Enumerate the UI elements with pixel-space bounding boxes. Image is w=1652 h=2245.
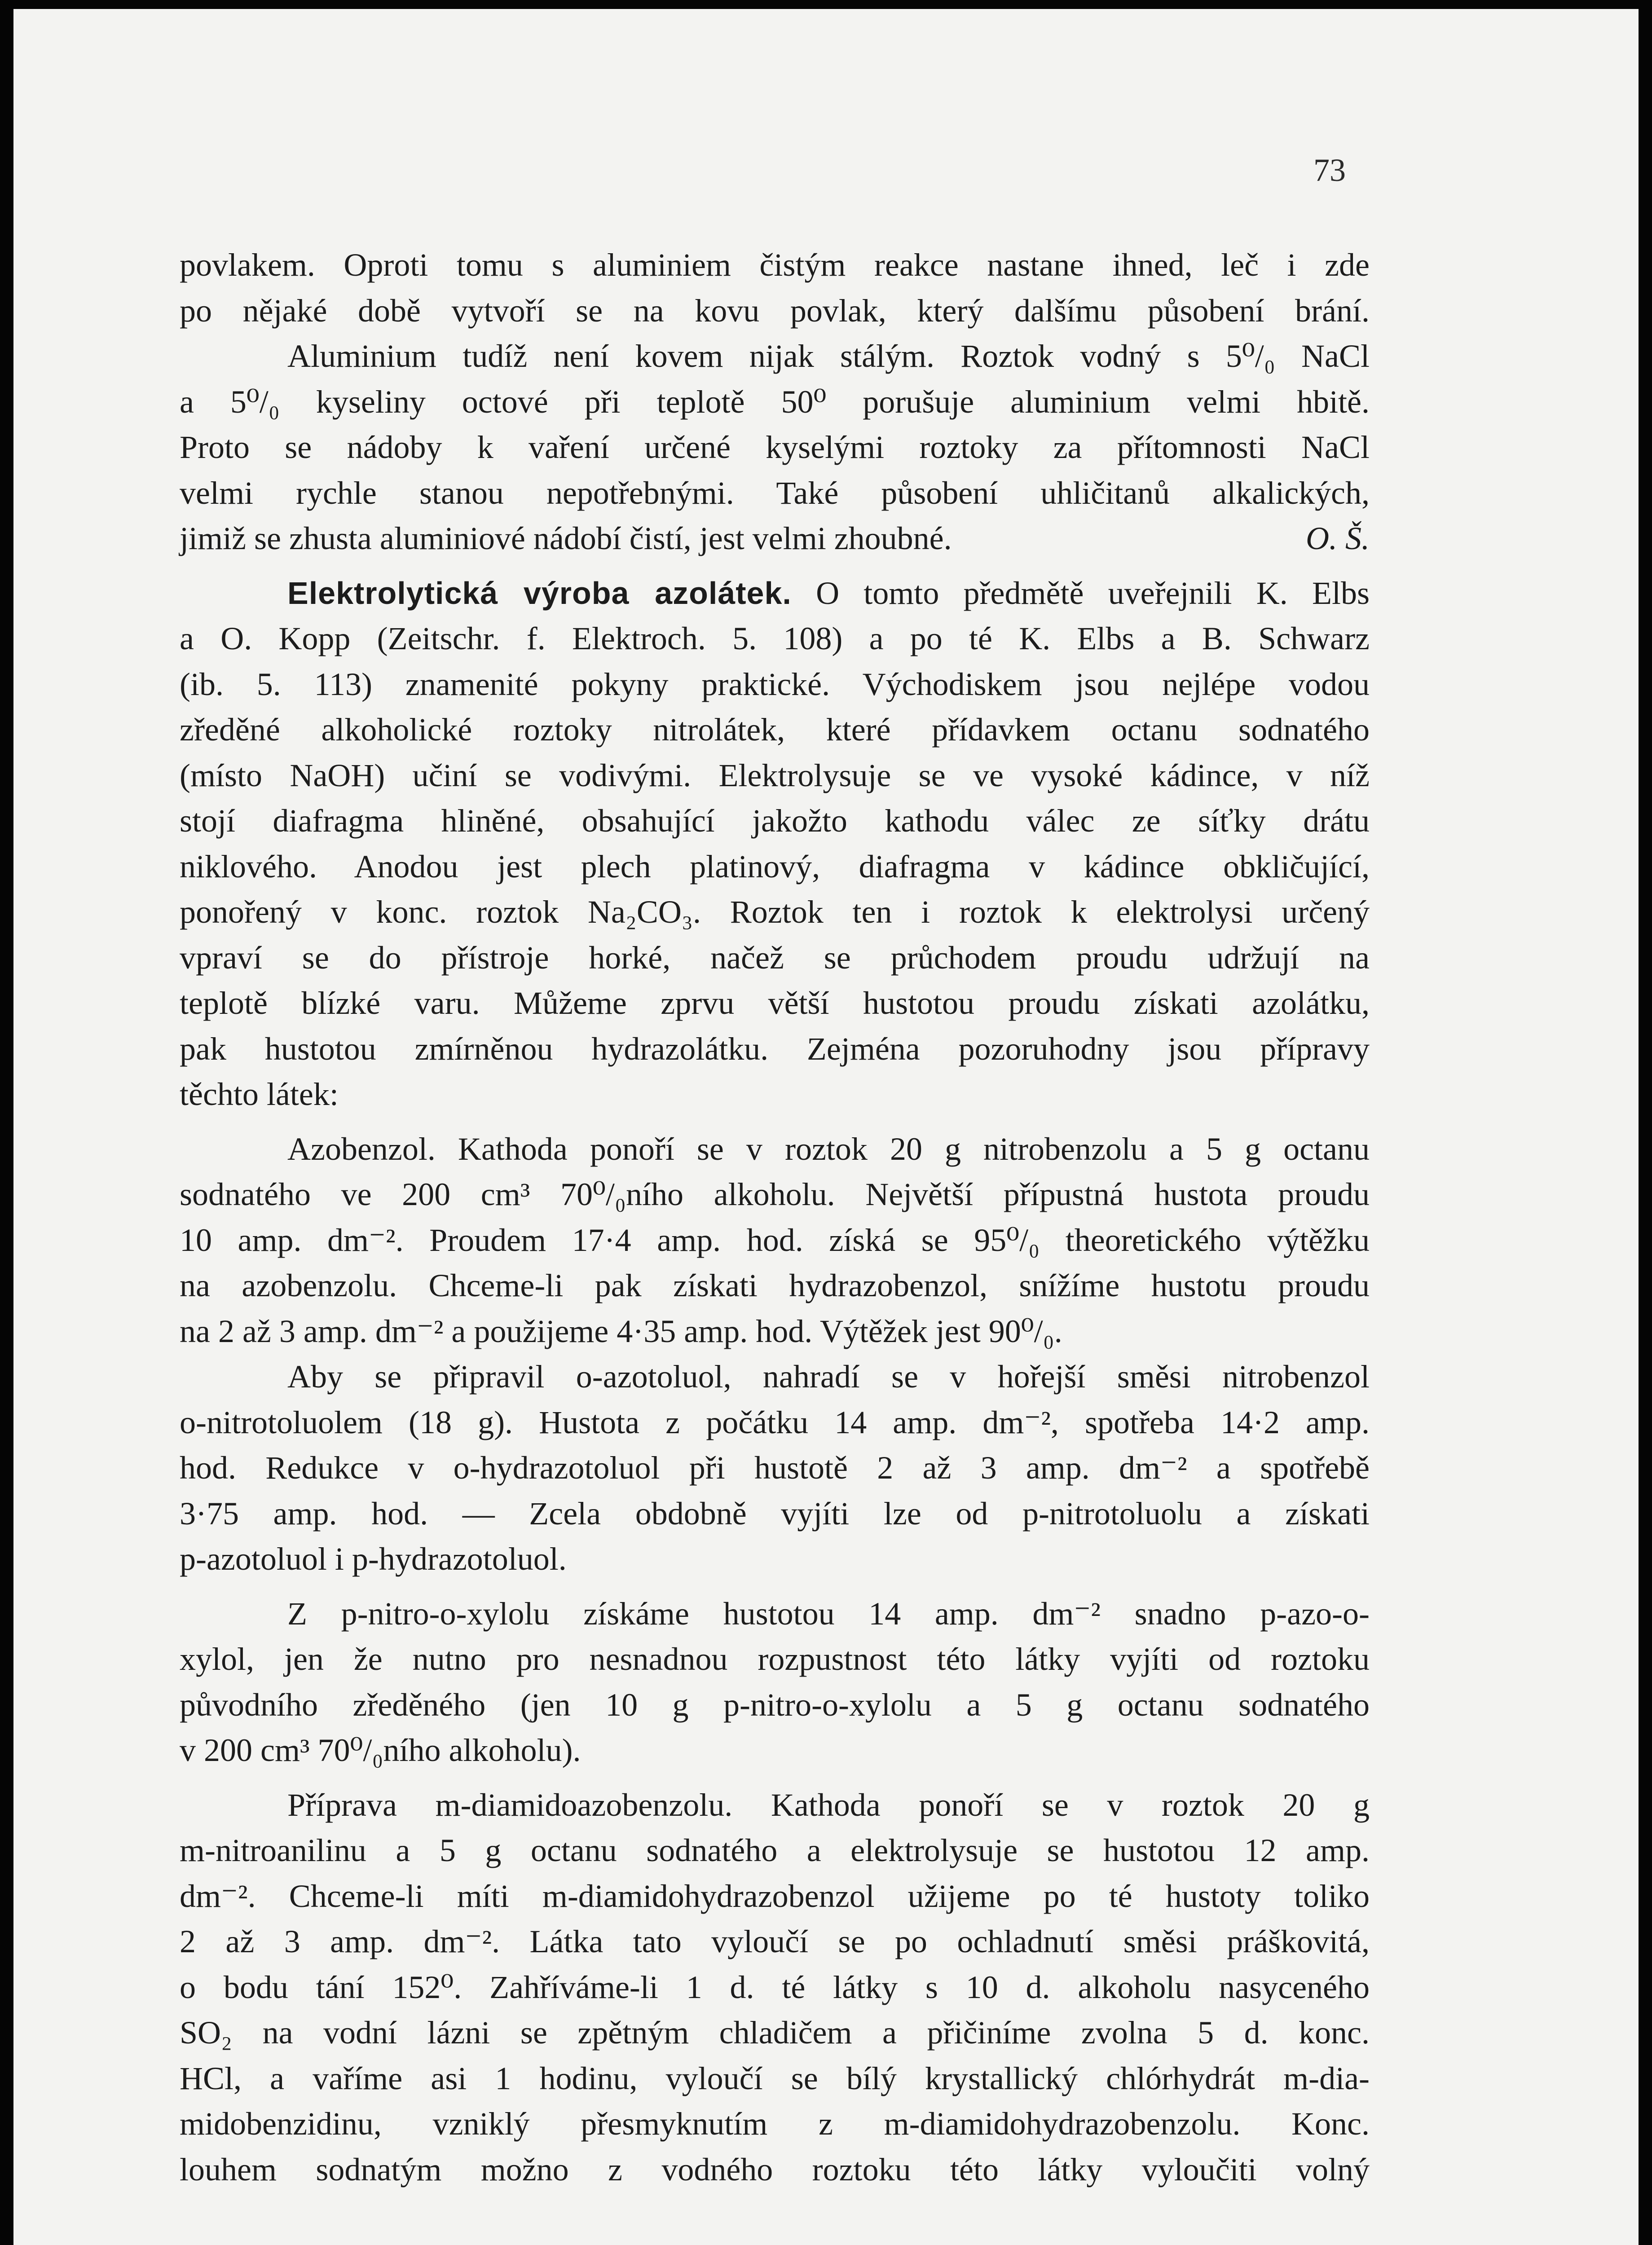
page-number: 73 xyxy=(1313,152,1346,188)
text-line: Proto se nádoby k vaření určené kyselými roztoky za přítomnosti NaCl xyxy=(180,429,1370,465)
text-line: na azobenzolu. Chceme-li pak získati hydrazobenzol, snížíme hustotu proudu xyxy=(180,1268,1370,1303)
text-line: Příprava m-diamidoazobenzolu. Kathoda ponoří se v roztok 20 g xyxy=(287,1787,1370,1823)
text-line: velmi rychle stanou nepotřebnými. Také působení uhličitanů alkalických, xyxy=(180,475,1370,511)
text-line: Azobenzol. Kathoda ponoří se v roztok 20 g nitrobenzolu a 5 g octanu xyxy=(287,1131,1370,1167)
text-line: midobenzidinu, vzniklý přesmyknutím z m-diamidohydrazobenzolu. Konc. xyxy=(180,2106,1370,2142)
text-line: sodnatého ve 200 cm³ 70⁰/₀ního alkoholu. Největší přípustná hustota proudu xyxy=(180,1176,1370,1212)
heading-line xyxy=(180,571,1370,616)
text-line: po nějaké době vytvoří se na kovu povlak, který dalšímu působení brání. xyxy=(180,292,1370,329)
text-line: a O. Kopp (Zeitschr. f. Elektroch. 5. 108) a po té K. Elbs a B. Schwarz xyxy=(180,621,1370,656)
paragraph-diamidoazobenzol xyxy=(180,1783,1370,2193)
paragraph-azotoluol xyxy=(180,1354,1370,1582)
article-heading: Elektrolytická výroba azolátek. xyxy=(287,575,792,611)
book-page xyxy=(13,9,1639,2245)
text-line: povlakem. Oproti tomu s aluminiem čistým reakce nastane ihned, leč i zde xyxy=(180,247,1370,283)
author-signature: O. Š. xyxy=(1306,520,1370,556)
text-line: (ib. 5. 113) znamenité pokyny praktické. Východiskem jsou nejlépe vodou xyxy=(180,666,1370,702)
text-line: původního zředěného (jen 10 g p-nitro-o-xylolu a 5 g octanu sodnatého xyxy=(180,1686,1370,1723)
paragraph-1 xyxy=(180,242,1370,334)
text-line: těchto látek: xyxy=(180,1076,339,1112)
text-line: teplotě blízké varu. Můžeme zprvu větší hustotou proudu získati azolátku, xyxy=(180,985,1370,1021)
text-line: vpraví se do přístroje horké, načež se průchodem proudu udržují na xyxy=(180,939,1370,976)
article-azolatky xyxy=(180,571,1370,1118)
text-line: o-nitrotoluolem (18 g). Hustota z počátku 14 amp. dm⁻², spotřeba 14·2 amp. xyxy=(180,1404,1370,1440)
text-line: 3·75 amp. hod. — Zcela obdobně vyjíti lze od p-nitrotoluolu a získati xyxy=(180,1495,1370,1532)
text-line: 10 amp. dm⁻². Proudem 17·4 amp. hod. získá se 95⁰/₀ theoretického výtěžku xyxy=(180,1222,1370,1258)
text-line: xylol, jen že nutno pro nesnadnou rozpustnost této látky vyjíti od roztoku xyxy=(180,1641,1370,1677)
text-line: Z p-nitro-o-xylolu získáme hustotou 14 amp. dm⁻² snadno p-azo-o- xyxy=(287,1595,1370,1632)
text-line: zředěné alkoholické roztoky nitrolátek, které přídavkem octanu sodnatého xyxy=(180,712,1370,748)
text-line: SO₂ na vodní lázni se zpětným chladičem a přičiníme zvolna 5 d. konc. xyxy=(180,2015,1370,2051)
text-line: (místo NaOH) učiní se vodivými. Elektrolysuje se ve vysoké kádince, v níž xyxy=(180,757,1370,793)
text-line: ponořený v konc. roztok Na₂CO₃. Roztok ten i roztok k elektrolysi určený xyxy=(180,894,1370,930)
text-line: HCl, a vaříme asi 1 hodinu, vyloučí se bílý krystallický chlórhydrát m-dia- xyxy=(180,2060,1370,2096)
text-line-with-signature xyxy=(180,516,1370,562)
text-line: louhem sodnatým možno z vodného roztoku této látky vyloučiti volný xyxy=(180,2151,1370,2188)
text-line: a 5⁰/₀ kyseliny octové při teplotě 50⁰ porušuje aluminium velmi hbitě. xyxy=(180,383,1370,420)
paragraph-2 xyxy=(180,334,1370,562)
text-line: dm⁻². Chceme-li míti m-diamidohydrazobenzol užijeme po té hustoty toliko xyxy=(180,1878,1370,1914)
text-line: hod. Redukce v o-hydrazotoluol při hustotě 2 až 3 amp. dm⁻² a spotřebě xyxy=(180,1450,1370,1486)
paragraph-azobenzol xyxy=(180,1127,1370,1355)
heading-continuation: O tomto předmětě uveřejnili K. Elbs xyxy=(791,575,1370,611)
page-body xyxy=(180,242,1370,2192)
text-line: Aby se připravil o-azotoluol, nahradí se v hořejší směsi nitrobenzol xyxy=(287,1359,1370,1395)
paragraph-xylol xyxy=(180,1591,1370,1774)
closing-text: jimiž se zhusta aluminiové nádobí čistí, jest velmi zhoubné. xyxy=(180,520,952,556)
text-line: o bodu tání 152⁰. Zahříváme-li 1 d. té látky s 10 d. alkoholu nasyceného xyxy=(180,1969,1370,2005)
text-line: na 2 až 3 amp. dm⁻² a použijeme 4·35 amp. hod. Výtěžek jest 90⁰/₀. xyxy=(180,1313,1062,1349)
text-line: 2 až 3 amp. dm⁻². Látka tato vyloučí se po ochladnutí směsi práškovitá, xyxy=(180,1924,1370,1959)
text-line: v 200 cm³ 70⁰/₀ního alkoholu). xyxy=(180,1732,581,1768)
text-line: pak hustotou zmírněnou hydrazolátku. Zejména pozoruhodny jsou přípravy xyxy=(180,1030,1370,1067)
text-line: Aluminium tudíž není kovem nijak stálým. Roztok vodný s 5⁰/₀ NaCl xyxy=(287,338,1370,374)
text-line: niklového. Anodou jest plech platinový, diafragma v kádince obkličující, xyxy=(180,848,1370,885)
text-line: p-azotoluol i p-hydrazotoluol. xyxy=(180,1541,567,1577)
text-line: m-nitroanilinu a 5 g octanu sodnatého a elektrolysuje se hustotou 12 amp. xyxy=(180,1832,1370,1868)
text-line: stojí diafragma hliněné, obsahující jakožto kathodu válec ze síťky drátu xyxy=(180,803,1370,839)
